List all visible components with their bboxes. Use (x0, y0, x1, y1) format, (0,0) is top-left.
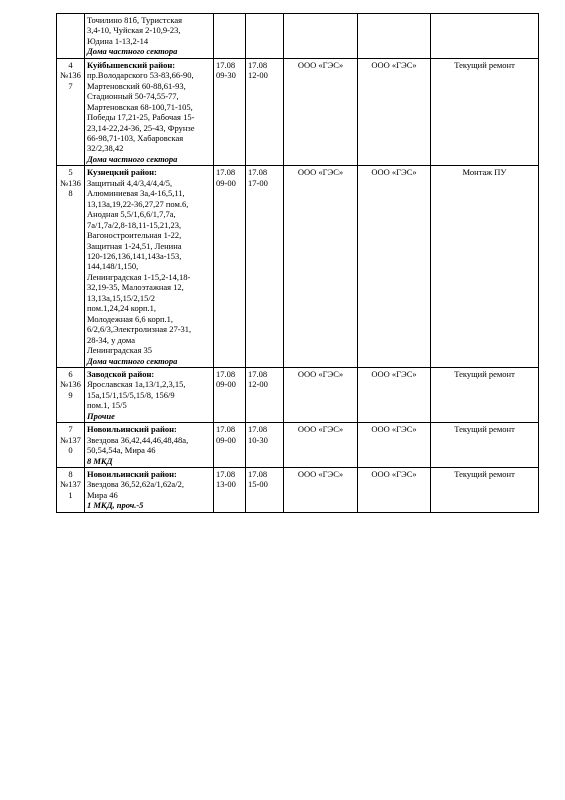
end-date: 17.08 (248, 368, 268, 379)
address-line: Звездова 36,52,62а/1,62а/2, (87, 479, 184, 490)
organization: ООО «ГЭС» (297, 424, 344, 435)
contractor: ООО «ГЭС» (371, 167, 417, 178)
start-cell (214, 367, 246, 422)
start-time: 13-00 (216, 479, 236, 490)
start-cell (214, 166, 246, 368)
start-date: 17.08 (216, 368, 236, 379)
building-category: Дома частного сектора (87, 46, 178, 57)
contractor-cell (358, 58, 431, 166)
contractor-cell (358, 14, 431, 59)
address-line: Защитный 4,4/3,4/4,4/5, (87, 177, 173, 188)
building-category: Прочие (87, 410, 115, 421)
organization: ООО «ГЭС» (297, 368, 344, 379)
row-number: 8 (68, 469, 73, 480)
address-line: 7а/1,7а/2,8-18,11-15,21,23, (87, 219, 182, 230)
address-line: Молодежная 6,6 корп.1, (87, 313, 174, 324)
start-time: 09-30 (216, 70, 236, 81)
row-number-cell (57, 468, 85, 513)
start-time: 09-00 (216, 434, 236, 445)
district-name: Заводской район: (87, 368, 155, 379)
start-cell (214, 468, 246, 513)
work-type: Текущий ремонт (454, 59, 515, 70)
address-list (87, 70, 211, 154)
row-number-cell (57, 367, 85, 422)
address-line: 13,13а,19,22-36,27,27 пом.6, (87, 198, 189, 209)
address-line: Стадионный 50-74,55-77, (87, 91, 179, 102)
start-date: 17.08 (216, 424, 236, 435)
organization-cell (284, 367, 358, 422)
start-date: 17.08 (216, 167, 236, 178)
address-line: пом.1,24,24 корп.1, (87, 303, 157, 314)
address-list (87, 379, 211, 410)
row-number: 7 (68, 424, 73, 435)
row-number-cell (57, 58, 85, 166)
row-number: 6 (68, 368, 73, 379)
organization-cell (284, 58, 358, 166)
contractor: ООО «ГЭС» (371, 368, 417, 379)
work-type-cell (431, 367, 539, 422)
contractor: ООО «ГЭС» (371, 59, 417, 70)
address-cell (85, 58, 214, 166)
work-type-cell (431, 58, 539, 166)
start-time: 09-00 (216, 379, 236, 390)
contractor: ООО «ГЭС» (371, 424, 417, 435)
address-line: Защитная 1-24,51, Ленина (87, 240, 182, 251)
organization-cell (284, 468, 358, 513)
contractor-cell (358, 423, 431, 468)
work-type: Монтаж ПУ (462, 167, 507, 178)
table-row (57, 58, 539, 166)
address-list (87, 479, 211, 500)
registration-number: №1371 (60, 479, 81, 500)
address-line: Ленинградская 35 (87, 345, 153, 356)
row-number: 4 (68, 59, 73, 70)
contractor-cell (358, 367, 431, 422)
address-line: 15а,15/1,15/5,15/8, 156/9 (87, 389, 175, 400)
address-line: 50,54,54а, Мира 46 (87, 445, 156, 456)
district-name: Кузнецкий район: (87, 167, 157, 178)
address-line: 3,4-10, Чуйская 2-10,9-23, (87, 25, 181, 36)
end-time: 10-30 (248, 434, 268, 445)
work-type: Текущий ремонт (454, 368, 515, 379)
building-category: 1 МКД, проч.-5 (87, 500, 144, 511)
work-type: Текущий ремонт (454, 469, 515, 480)
contractor: ООО «ГЭС» (371, 469, 417, 480)
start-time: 09-00 (216, 177, 236, 188)
start-cell (214, 14, 246, 59)
end-cell (246, 423, 284, 468)
row-number-cell (57, 14, 85, 59)
row-number: 5 (68, 167, 73, 178)
address-cell (85, 468, 214, 513)
building-category: Дома частного сектора (87, 153, 178, 164)
end-cell (246, 14, 284, 59)
organization-cell (284, 14, 358, 59)
address-line: Точилино 81б, Туристская (87, 15, 183, 25)
registration-number: №1367 (60, 70, 81, 91)
end-date: 17.08 (248, 167, 268, 178)
address-cell (85, 423, 214, 468)
address-line: пом.1, 15/5 (87, 400, 127, 411)
end-time: 12-00 (248, 379, 268, 390)
contractor-cell (358, 468, 431, 513)
address-line: пр.Володарского 53-83,66-90, (87, 70, 194, 81)
address-cell (85, 14, 214, 59)
address-line: 144,148/1,150, (87, 261, 139, 272)
address-line: Мира 46 (87, 489, 118, 500)
address-line: 32,19-35, Малоэтажная 12, (87, 282, 184, 293)
end-date: 17.08 (248, 469, 268, 480)
address-line: 66-98,71-103, Хабаровская (87, 132, 184, 143)
contractor-cell (358, 166, 431, 368)
address-line: 32/2,38,42 (87, 143, 124, 154)
organization: ООО «ГЭС» (297, 59, 344, 70)
organization: ООО «ГЭС» (297, 469, 344, 480)
row-number-cell (57, 166, 85, 368)
organization-cell (284, 166, 358, 368)
address-line: Вагоностроительная 1-22, (87, 230, 182, 241)
work-type-cell (431, 14, 539, 59)
table-row (57, 468, 539, 513)
table-row (57, 14, 539, 59)
end-cell (246, 166, 284, 368)
address-line: 120-126,136,141,143а-153, (87, 250, 182, 261)
address-line: Анодная 5,5/1,6,6/1,7,7а, (87, 209, 176, 220)
address-line: 23,14-22,24-36, 25-43, Фрунзе (87, 122, 195, 133)
address-line: 6/2,6/3,Электролизная 27-31, (87, 324, 192, 335)
work-type-cell (431, 423, 539, 468)
address-line: Ярославская 1а,13/1,2,3,15, (87, 379, 186, 390)
address-line: Победы 17,21-25, Рабочая 15- (87, 112, 195, 123)
address-line: Мартеновский 60-88,61-93, (87, 80, 186, 91)
end-time: 17-00 (248, 177, 268, 188)
start-date: 17.08 (216, 59, 236, 70)
end-date: 17.08 (248, 424, 268, 435)
organization-cell (284, 423, 358, 468)
district-name: Новоильинский район: (87, 469, 177, 480)
address-line: Ленинградская 1-15,2-14,18- (87, 271, 191, 282)
address-line: 28-34, у дома (87, 334, 135, 345)
address-list (87, 435, 211, 456)
end-cell (246, 468, 284, 513)
registration-number: №1369 (60, 379, 81, 400)
start-cell (214, 423, 246, 468)
address-list (87, 178, 211, 356)
start-date: 17.08 (216, 469, 236, 480)
district-name: Куйбышевский район: (87, 59, 176, 70)
building-category: Дома частного сектора (87, 355, 178, 366)
end-time: 12-00 (248, 70, 268, 81)
work-type-cell (431, 166, 539, 368)
address-line: 13,13а,15,15/2,15/2 (87, 292, 155, 303)
address-list (87, 15, 211, 46)
end-cell (246, 58, 284, 166)
address-cell (85, 367, 214, 422)
organization: ООО «ГЭС» (297, 167, 344, 178)
work-type-cell (431, 468, 539, 513)
outage-table (56, 13, 539, 513)
table-row (57, 166, 539, 368)
address-cell (85, 166, 214, 368)
end-cell (246, 367, 284, 422)
table-row (57, 423, 539, 468)
table-row (57, 367, 539, 422)
address-line: Алюминиевая 3а,4-16,5,11, (87, 188, 185, 199)
district-name: Новоильинский район: (87, 424, 177, 435)
end-date: 17.08 (248, 59, 268, 70)
address-line: Мартеновская 68-100,71-105, (87, 101, 193, 112)
building-category: 8 МКД (87, 455, 113, 466)
registration-number: №1368 (60, 177, 81, 199)
start-cell (214, 58, 246, 166)
address-line: Юдина 1-13,2-14 (87, 35, 149, 46)
registration-number: №1370 (60, 434, 81, 456)
row-number-cell (57, 423, 85, 468)
outage-table-body (57, 14, 539, 513)
address-line: Звездова 36,42,44,46,48,48а, (87, 434, 189, 445)
work-type: Текущий ремонт (454, 424, 515, 435)
end-time: 15-00 (248, 479, 268, 490)
